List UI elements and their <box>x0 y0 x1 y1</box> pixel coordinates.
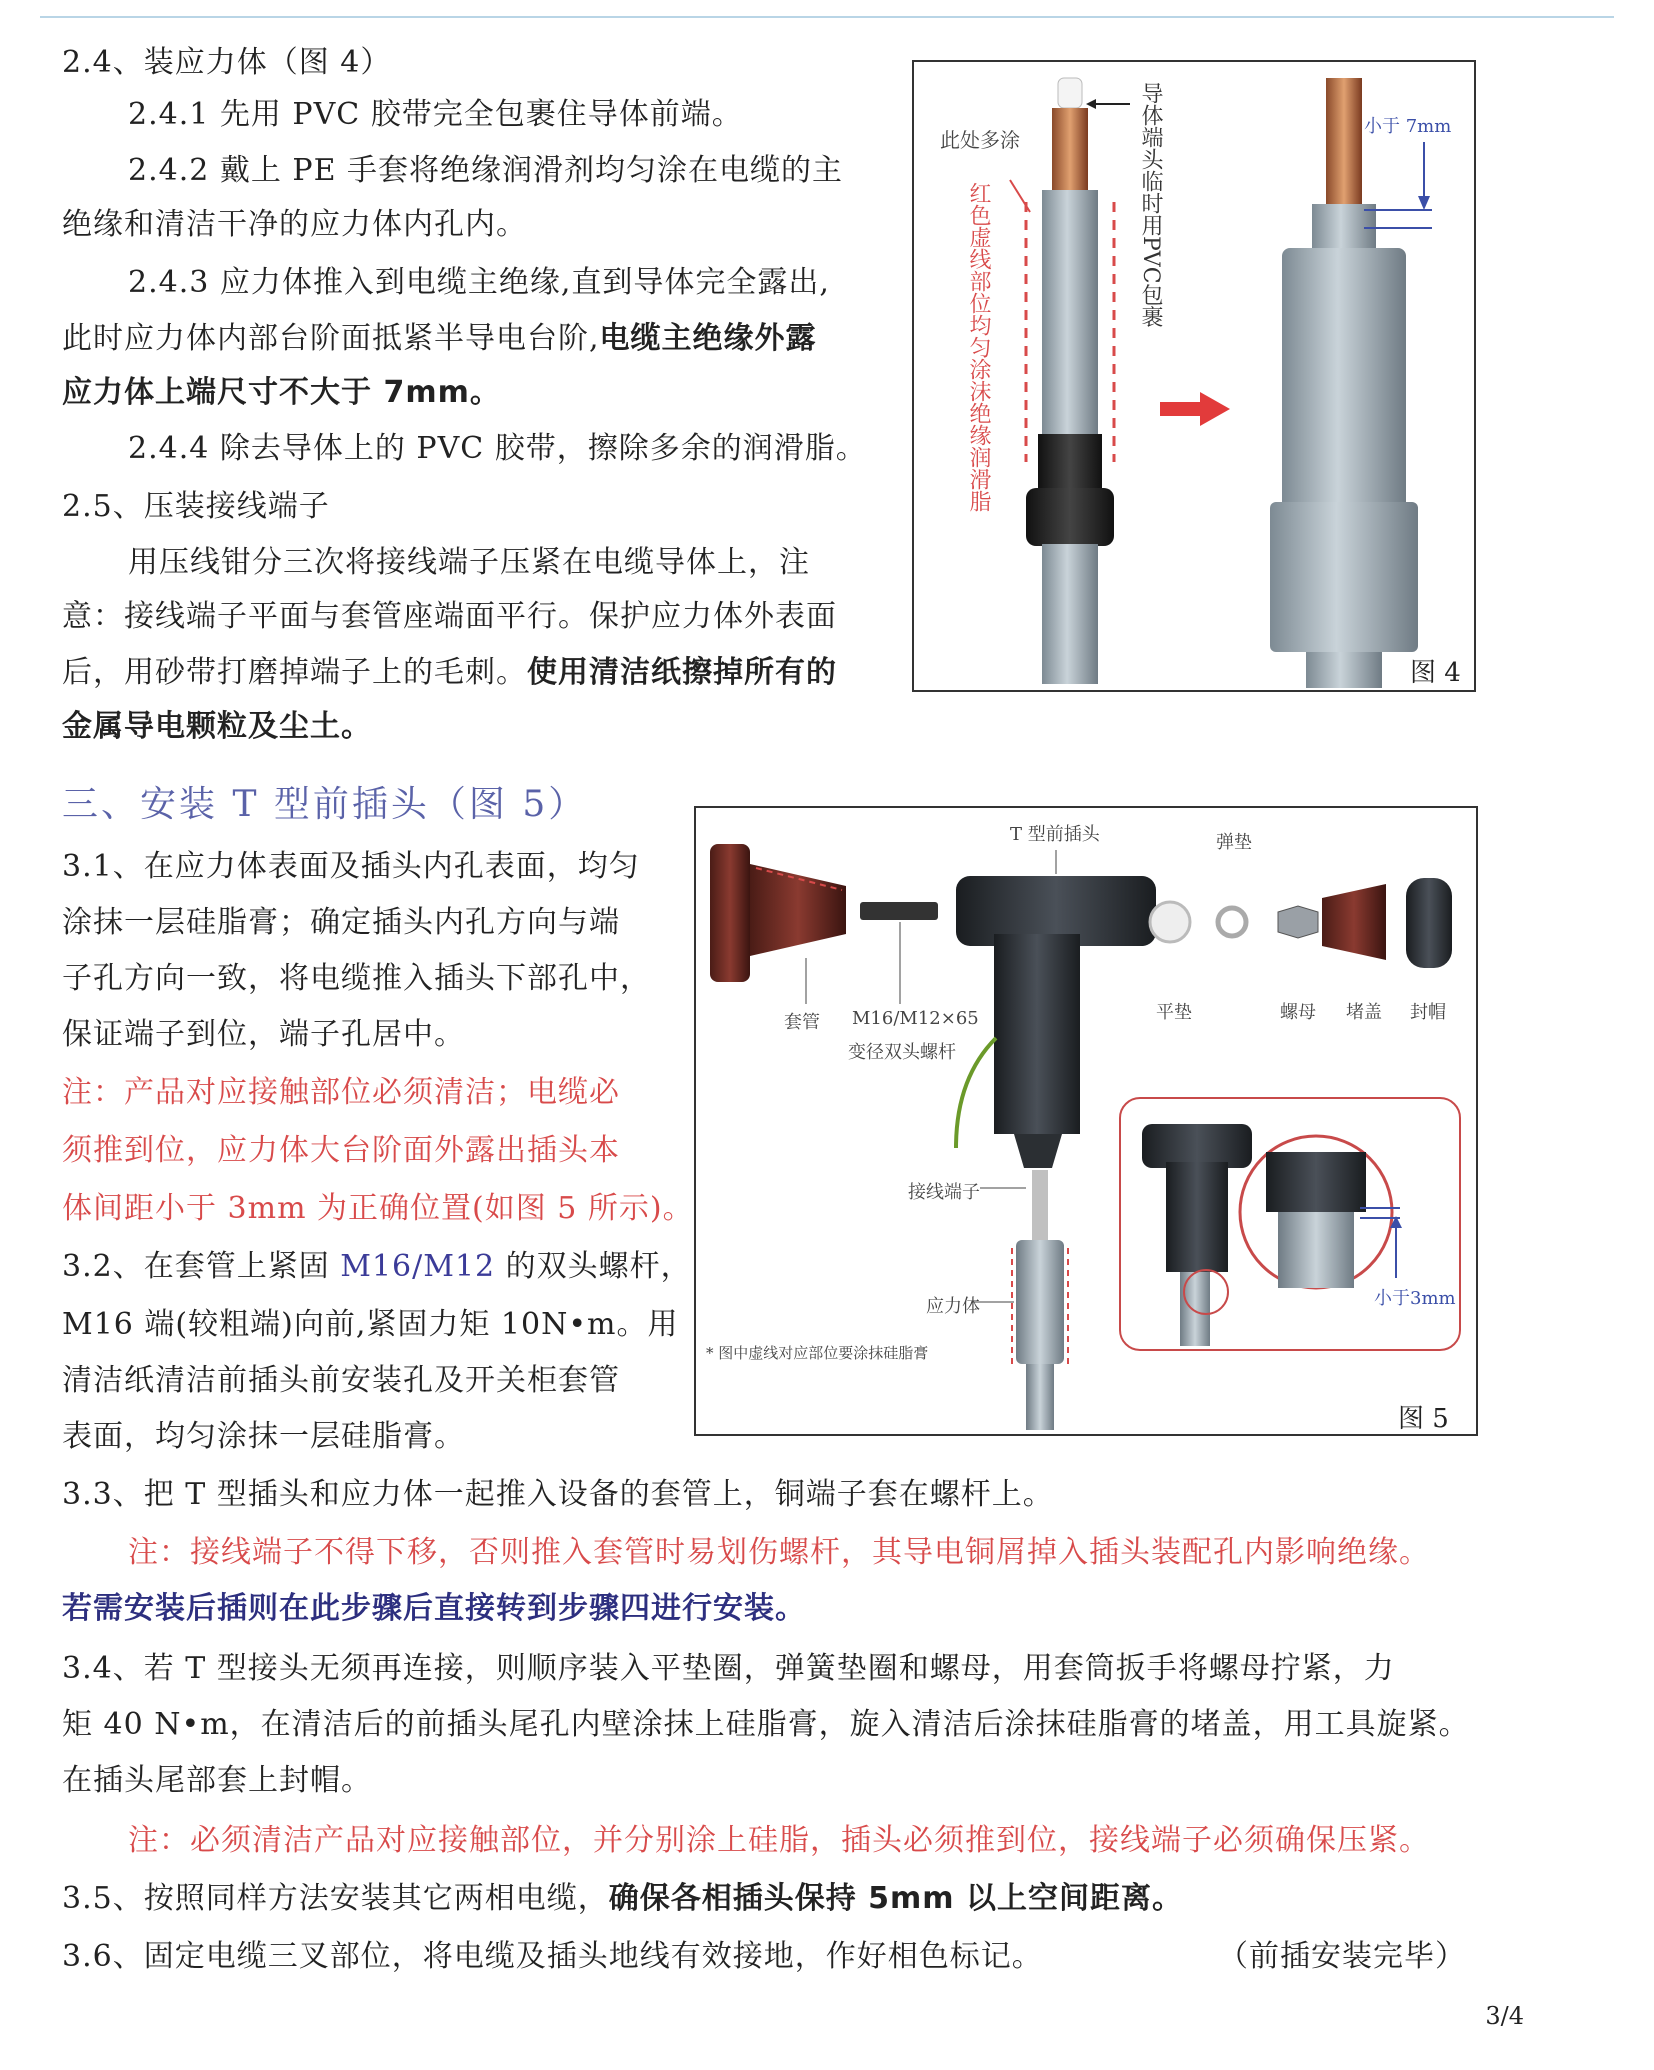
fig4-label-7mm: 小于 7mm <box>1364 116 1452 137</box>
para-2-5-normal: 后，用砂带打磨掉端子上的毛刺。 <box>62 655 527 690</box>
para-3-4-line3: 在插头尾部套上封帽。 <box>62 1763 372 1798</box>
para-3-5-normal: 3.5、按照同样方法安装其它两相电缆， <box>62 1881 609 1916</box>
para-3-4-line1: 3.4、若 T 型接头无须再连接，则顺序装入平垫圈，弹簧垫圈和螺母，用套筒扳手将螺母拧紧，力 <box>62 1651 1395 1686</box>
fig5-label-nut: 螺母 <box>1280 1002 1316 1023</box>
fig5-label-t-plug: T 型前插头 <box>1010 824 1100 845</box>
section-2-5-title: 2.5、压装接线端子 <box>62 489 330 524</box>
para-2-5-bold: 使用清洁纸擦掉所有的 <box>527 655 837 690</box>
fig5-dash-note: * 图中虚线对应部位要涂抹硅脂膏 <box>706 1344 929 1362</box>
para-2-4-3-line3: 应力体上端尺寸不大于 7mm。 <box>62 375 501 410</box>
para-3-5-bold: 确保各相插头保持 5mm 以上空间距离。 <box>608 1881 1184 1916</box>
fig5-label-bolt-size: M16/M12×65 <box>852 1008 979 1029</box>
para-3-2-line1 <box>62 1248 692 1286</box>
para-3-2-part2: 的双头螺杆， <box>495 1249 692 1284</box>
para-3-2-line2: M16 端(较粗端)向前,紧固力矩 10N•m。用 <box>62 1307 679 1342</box>
para-2-4-3-bold: 电缆主绝缘外露 <box>599 321 817 356</box>
note-2: 注：接线端子不得下移，否则推入套管时易划伤螺杆，其导电铜屑掉入插头装配孔内影响绝缘。 <box>128 1535 1430 1570</box>
para-3-2-line4: 表面，均匀涂抹一层硅脂膏。 <box>62 1419 465 1454</box>
note-1-line1: 注：产品对应接触部位必须清洁；电缆必 <box>62 1075 620 1110</box>
fig5-label-flat-washer: 平垫 <box>1156 1002 1192 1023</box>
para-3-2-part1: 3.2、在套管上紧固 <box>62 1249 341 1284</box>
section-3-heading: 三、安装 T 型前插头（图 5） <box>62 784 588 825</box>
para-3-5 <box>62 1880 1183 1918</box>
para-2-4-3-line1: 2.4.3 应力体推入到电缆主绝缘,直到导体完全露出, <box>128 265 830 300</box>
top-rule <box>40 16 1614 18</box>
para-3-1-line4: 保证端子到位，端子孔居中。 <box>62 1017 465 1052</box>
para-3-1-line2: 涂抹一层硅脂膏；确定插头内孔方向与端 <box>62 905 620 940</box>
para-3-2-bolt-size: M16/M12 <box>340 1249 496 1284</box>
fig5-label-plug-cap: 堵盖 <box>1346 1002 1382 1023</box>
para-2-4-2-line1: 2.4.2 戴上 PE 手套将绝缘润滑剂均匀涂在电缆的主 <box>128 153 844 188</box>
fig4-label-here: 此处多涂 <box>940 128 1020 152</box>
para-2-4-3-line2 <box>62 320 817 358</box>
fig5-caption: 图 5 <box>1398 1404 1449 1434</box>
para-2-5-line1: 用压线钳分三次将接线端子压紧在电缆导体上，注 <box>128 545 810 580</box>
para-2-5-line4: 金属导电颗粒及尘土。 <box>62 709 372 744</box>
note-4: 注：必须清洁产品对应接触部位，并分别涂上硅脂，插头必须推到位，接线端子必须确保压紧。 <box>128 1823 1430 1858</box>
figure-5-illustration <box>696 808 1476 1434</box>
para-2-4-1: 2.4.1 先用 PVC 胶带完全包裹住导体前端。 <box>128 97 743 132</box>
note-1-line3: 体间距小于 3mm 为正确位置(如图 5 所示)。 <box>62 1191 694 1226</box>
fig5-label-terminal: 接线端子 <box>908 1182 980 1203</box>
fig5-label-seal-cap: 封帽 <box>1410 1002 1446 1023</box>
fig5-label-bushing: 套管 <box>784 1012 820 1033</box>
figure-4 <box>912 60 1476 692</box>
install-complete: （前插安装完毕） <box>1218 1939 1466 1974</box>
para-3-3: 3.3、把 T 型插头和应力体一起推入设备的套管上，铜端子套在螺杆上。 <box>62 1477 1054 1512</box>
para-3-1-line1: 3.1、在应力体表面及插头内孔表面，均匀 <box>62 849 640 884</box>
para-3-4-line2: 矩 40 N•m，在清洁后的前插头尾孔内壁涂抹上硅脂膏，旋入清洁后涂抹硅脂膏的堵盖，用工具旋紧。 <box>62 1707 1470 1742</box>
fig5-label-spring-washer: 弹垫 <box>1216 832 1252 853</box>
para-2-4-3-normal: 此时应力体内部台阶面抵紧半导电台阶, <box>62 321 600 356</box>
fig4-label-red-dash: 红色虚线部位均匀涂沫绝缘润滑脂 <box>966 182 991 512</box>
fig4-label-pvc: 导体端头临时用PVC包裹 <box>1138 82 1163 328</box>
para-3-6: 3.6、固定电缆三叉部位，将电缆及插头地线有效接地，作好相色标记。 <box>62 1939 1043 1974</box>
para-2-4-2-line2: 绝缘和清洁干净的应力体内孔内。 <box>62 207 527 242</box>
page-number: 3/4 <box>1485 2002 1524 2030</box>
para-2-5-line2: 意：接线端子平面与套管座端面平行。保护应力体外表面 <box>62 599 837 634</box>
para-2-5-line3 <box>62 654 837 692</box>
fig5-label-3mm: 小于3mm <box>1374 1288 1456 1309</box>
fig5-label-bolt-name: 变径双头螺杆 <box>848 1042 956 1063</box>
figure-4-illustration <box>914 62 1474 690</box>
para-2-4-4: 2.4.4 除去导体上的 PVC 胶带，擦除多余的润滑脂。 <box>128 431 867 466</box>
note-3: 若需安装后插则在此步骤后直接转到步骤四进行安装。 <box>62 1591 806 1626</box>
para-3-1-line3: 子孔方向一致，将电缆推入插头下部孔中， <box>62 961 651 996</box>
note-1-line2: 须推到位，应力体大台阶面外露出插头本 <box>62 1133 620 1168</box>
fig4-caption: 图 4 <box>1410 658 1461 688</box>
section-2-4-title: 2.4、装应力体（图 4） <box>62 45 392 80</box>
fig5-label-stress-cone: 应力体 <box>926 1296 980 1317</box>
para-3-2-line3: 清洁纸清洁前插头前安装孔及开关柜套管 <box>62 1363 620 1398</box>
figure-5 <box>694 806 1478 1436</box>
